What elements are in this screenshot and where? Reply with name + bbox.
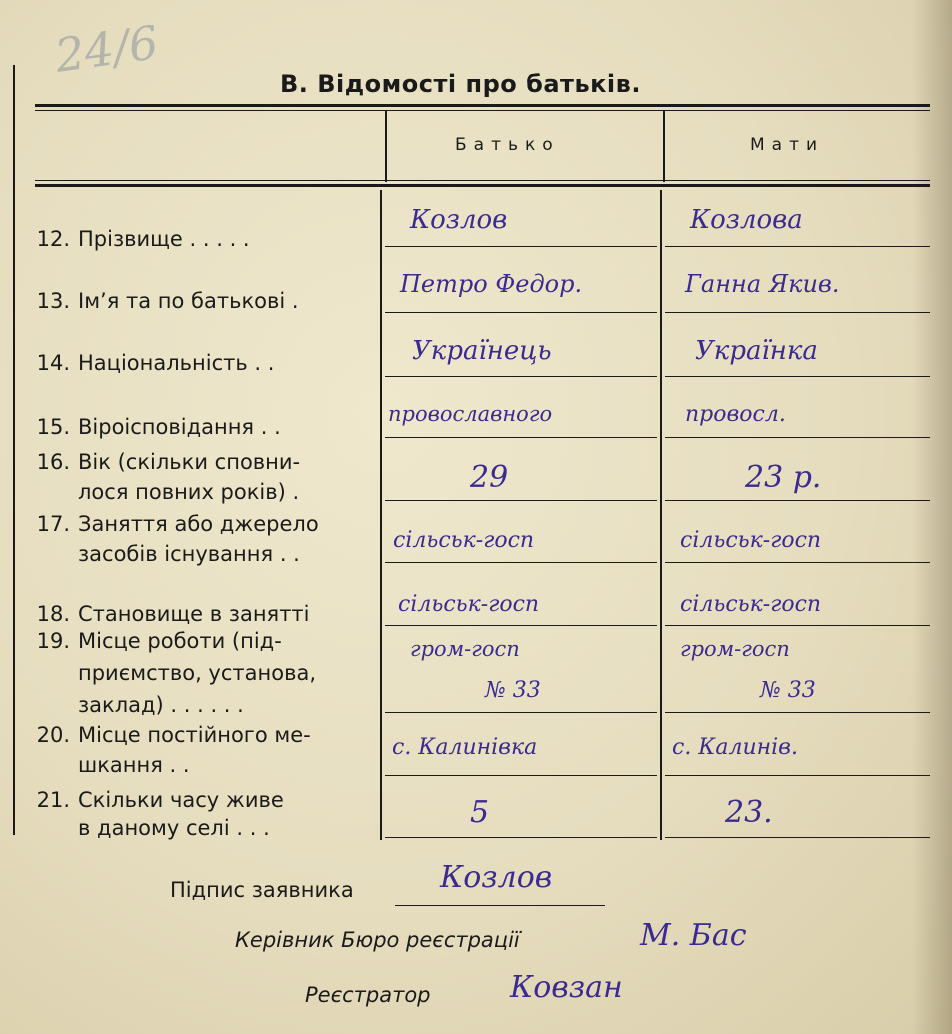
row-17-label-cont: засобів існування . .: [78, 542, 300, 566]
field-line: [665, 437, 930, 438]
head-signature: М. Бас: [640, 918, 747, 953]
mother-workplace: гром-госп: [680, 637, 790, 661]
field-line: [385, 246, 657, 247]
father-name: Петро Федор.: [400, 270, 583, 298]
row-12-label: 12. Прізвище . . . . .: [36, 227, 250, 251]
field-line: [665, 376, 930, 377]
field-line: [385, 625, 657, 626]
row-18-label: 18. Становище в занятті: [36, 602, 310, 626]
subheader-rule: [35, 180, 930, 181]
mother-column-header: Мати: [750, 135, 825, 155]
father-workplace: гром-госп: [410, 637, 520, 661]
applicant-signature-line: [395, 905, 605, 906]
field-line: [665, 625, 930, 626]
field-line: [665, 837, 930, 838]
row-16-label-cont: лося повних років) .: [78, 480, 300, 504]
father-nationality: Українець: [412, 336, 552, 366]
row-14-label: 14. Національність . .: [36, 351, 275, 375]
column-divider-2: [660, 190, 662, 840]
father-residence: с. Калинівка: [392, 735, 538, 760]
row-15-label: 15. Віроісповідання . .: [36, 415, 281, 439]
father-position: сільськ-госп: [398, 592, 540, 617]
row-13-label: 13. Ім’я та по батькові .: [36, 289, 299, 313]
field-line: [385, 437, 657, 438]
field-line: [665, 775, 930, 776]
mother-religion: провосл.: [685, 402, 786, 427]
applicant-signature-label: Підпис заявника: [170, 878, 354, 902]
father-column-header: Батько: [455, 135, 560, 155]
pencil-note: 24/6: [51, 15, 162, 83]
row-19-label: 19. Місце роботи (під-: [36, 629, 282, 653]
field-line: [385, 500, 657, 501]
father-workplace-number: № 33: [485, 678, 541, 703]
mother-age: 23 р.: [745, 460, 822, 495]
row-16-label: 16. Вік (скільки сповни-: [36, 450, 301, 474]
mother-name: Ганна Якив.: [685, 270, 840, 298]
mother-nationality: Українка: [695, 336, 818, 366]
row-21-label: 21. Скільки часу живе: [36, 788, 284, 812]
field-line: [385, 837, 657, 838]
father-occupation: сільськ-госп: [393, 528, 535, 553]
field-line: [385, 775, 657, 776]
mother-residence: с. Калинів.: [672, 735, 798, 760]
father-religion: провославного: [388, 402, 553, 426]
applicant-signature: Козлов: [440, 860, 553, 895]
mother-occupation: сільськ-госп: [680, 528, 822, 553]
father-years-in-village: 5: [470, 795, 490, 830]
row-19-label-cont2: заклад) . . . . . .: [78, 693, 244, 717]
registrar-signature-label: Реєстратор: [305, 983, 431, 1007]
mother-surname: Козлова: [690, 205, 803, 235]
field-line: [665, 712, 930, 713]
section-title: В. Відомості про батьків.: [280, 70, 641, 98]
mother-workplace-number: № 33: [760, 678, 816, 703]
mother-years-in-village: 23.: [725, 795, 773, 830]
row-21-label-cont: в даному селі . . .: [78, 816, 270, 840]
header-rule-top-thin: [35, 110, 930, 111]
header-rule-top: [35, 104, 930, 107]
field-line: [385, 562, 657, 563]
field-line: [665, 500, 930, 501]
father-age: 29: [470, 460, 509, 495]
column-divider-1-head: [385, 110, 387, 182]
registrar-signature: Ковзан: [510, 970, 623, 1005]
field-line: [385, 712, 657, 713]
field-line: [665, 246, 930, 247]
head-signature-label: Керівник Бюро реєстрації: [235, 928, 520, 952]
field-line: [665, 312, 930, 313]
row-20-label-cont: шкання . .: [78, 753, 190, 777]
father-surname: Козлов: [410, 205, 508, 235]
subheader-rule-thick: [35, 184, 930, 187]
row-20-label: 20. Місце постійного ме-: [36, 723, 311, 747]
page-edge-shadow: [912, 0, 952, 1034]
field-line: [385, 376, 657, 377]
row-17-label: 17. Заняття або джерело: [36, 512, 319, 536]
mother-position: сільськ-госп: [680, 592, 822, 617]
field-line: [385, 312, 657, 313]
row-19-label-cont: приємство, установа,: [78, 661, 317, 685]
field-line: [665, 562, 930, 563]
column-divider-1: [380, 190, 382, 840]
column-divider-2-head: [663, 110, 665, 182]
